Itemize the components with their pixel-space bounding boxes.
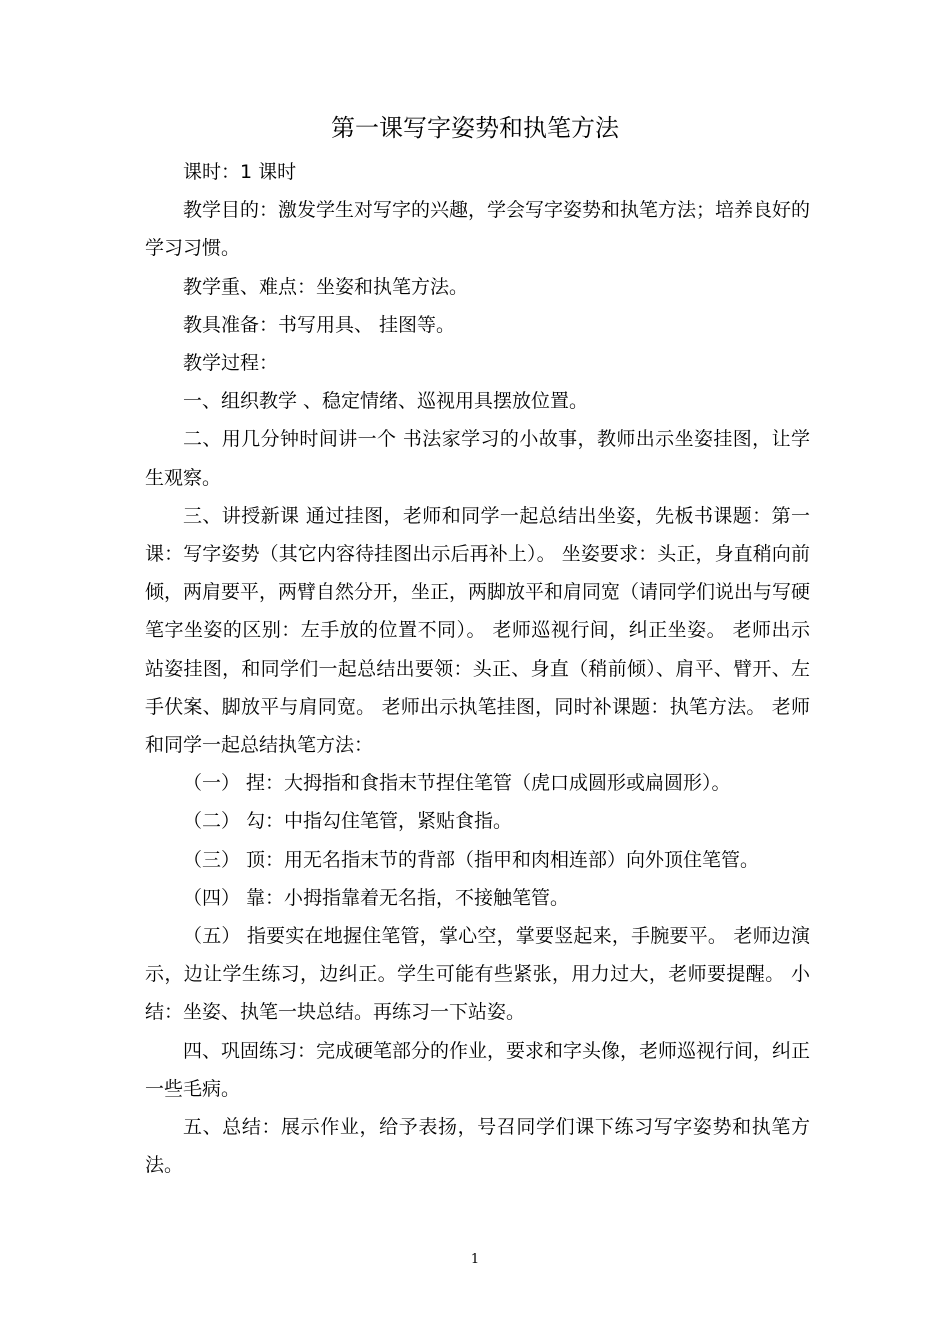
paragraph-grip-three: （三） 顶：用无名指末节的背部（指甲和肉相连部）向外顶住笔管。 [183, 848, 760, 871]
paragraph-class-hours: 课时：1 课时 [183, 161, 297, 183]
paragraph-step-four: 四、巩固练习：完成硬笔部分的作业，要求和字头像，老师巡视行间，纠正一些毛病。 [145, 1039, 811, 1100]
document-title: 第一课写字姿势和执笔方法 [331, 114, 619, 142]
page-number: 1 [470, 1252, 480, 1267]
paragraph-step-three: 三、讲授新课 通过挂图，老师和同学一起总结出坐姿，先板书课题：第一课：写字姿势（其它内容待挂图出示后再补上）。 坐姿要求：头正，身直稍向前倾，两肩要平，两臂自然分开，坐正，两脚放平和肩同宽（请同学们说出与写硬笔字坐姿的区别：左手放的位置不同）。 老师巡视行间，纠正坐姿。 老师出示站姿挂图，和同学们一起总结出要领：头正、身直（稍前倾）、肩平、臂开、左手伏案、脚放平与肩同宽。 老师出示执笔挂图，同时补课题：执笔方法。 老师和同学一起总结执笔方法： [145, 504, 811, 757]
paragraph-step-one: 一、组织教学 、稳定情绪、巡视用具摆放位置。 [183, 390, 589, 413]
paragraph-key-points: 教学重、难点：坐姿和执笔方法。 [183, 275, 469, 298]
paragraph-grip-two: （二） 勾：中指勾住笔管，紧贴食指。 [183, 810, 513, 833]
paragraph-step-two: 二、用几分钟时间讲一个 书法家学习的小故事，教师出示坐姿挂图，让学生观察。 [145, 428, 810, 489]
paragraph-grip-five: （五） 指要实在地握住笔管，掌心空，掌要竖起来，手腕要平。 老师边演示，边让学生练习，边纠正。学生可能有些紧张，用力过大，老师要提醒。 小结：坐姿、执笔一块总结。再练习一下站姿。 [145, 925, 810, 1024]
paragraph-grip-one: （一） 捏：大拇指和食指末节捏住笔管（虎口成圆形或扁圆形）。 [183, 772, 731, 795]
paragraph-teaching-goal: 教学目的：激发学生对写字的兴趣，学会写字姿势和执笔方法；培养良好的学习习惯。 [145, 199, 811, 260]
paragraph-step-five: 五、总结：展示作业，给予表扬，号召同学们课下练习写字姿势和执笔方法。 [145, 1116, 810, 1177]
document-body [145, 153, 810, 1184]
paragraph-process-heading: 教学过程： [183, 352, 279, 375]
paragraph-teaching-aids: 教具准备：书写用具、 挂图等。 [183, 313, 456, 336]
paragraph-grip-four: （四） 靠：小拇指靠着无名指，不接触笔管。 [183, 886, 570, 909]
